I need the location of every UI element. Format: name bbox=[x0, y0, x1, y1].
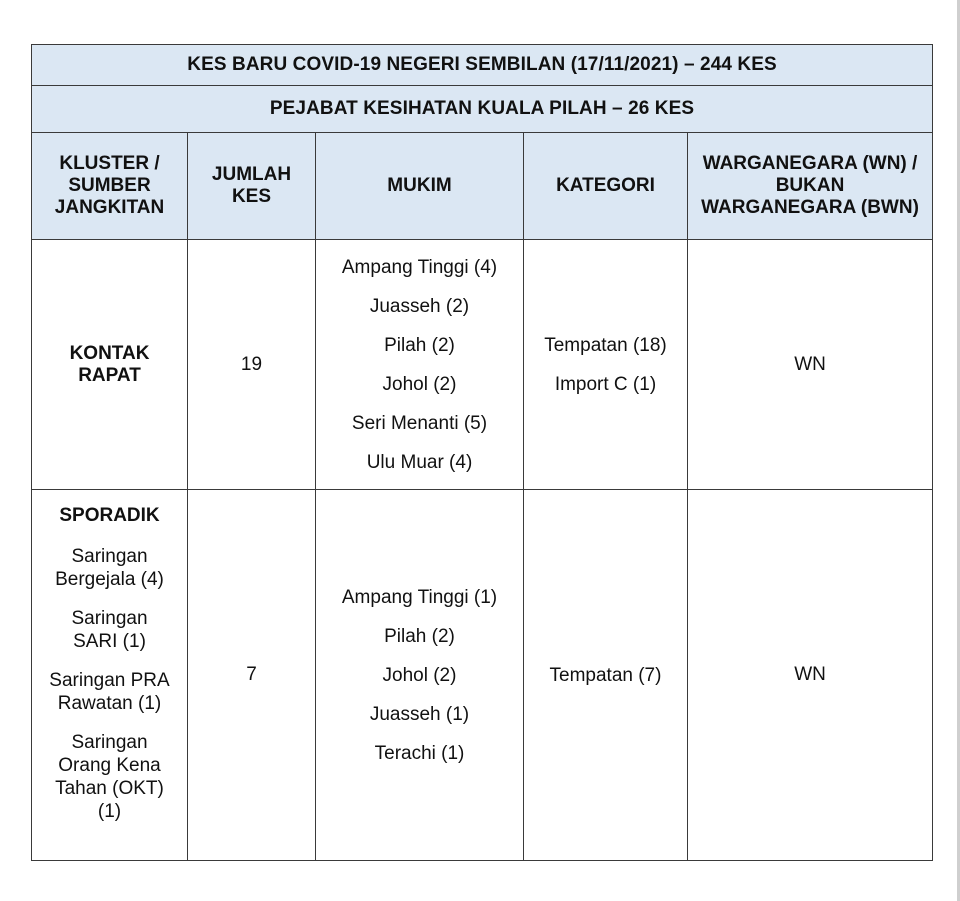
subtitle-row bbox=[32, 86, 933, 133]
header-kluster: KLUSTER / SUMBER JANGKITAN bbox=[32, 133, 188, 240]
mukim-item: Pilah (2) bbox=[384, 334, 455, 356]
mukim-item: Juasseh (2) bbox=[369, 295, 470, 317]
title-row bbox=[32, 45, 933, 86]
kluster-cell: KONTAK RAPAT bbox=[32, 240, 188, 490]
kategori-cell bbox=[524, 240, 688, 490]
covid-cases-table bbox=[31, 44, 933, 861]
header-row bbox=[32, 133, 933, 240]
kluster-item: Saringan Bergejala (4) bbox=[55, 546, 164, 590]
header-warganegara: WARGANEGARA (WN) / BUKAN WARGANEGARA (BWN) bbox=[688, 133, 933, 240]
table-row bbox=[32, 490, 933, 861]
table-subtitle: PEJABAT KESIHATAN KUALA PILAH – 26 KES bbox=[32, 86, 933, 133]
kluster-item: Saringan SARI (1) bbox=[71, 608, 148, 652]
table-title: KES BARU COVID-19 NEGERI SEMBILAN (17/11/2021) – 244 KES bbox=[32, 45, 933, 86]
kluster-title: SPORADIK bbox=[59, 505, 160, 526]
kategori-item: Tempatan (7) bbox=[549, 664, 662, 686]
mukim-item: Pilah (2) bbox=[384, 625, 455, 647]
kluster-item: Saringan Orang Kena Tahan (OKT) (1) bbox=[55, 732, 164, 822]
table-row bbox=[32, 240, 933, 490]
jumlah-cell: 7 bbox=[188, 490, 316, 861]
kluster-item: Saringan PRA Rawatan (1) bbox=[49, 670, 170, 714]
mukim-item: Ampang Tinggi (4) bbox=[341, 256, 498, 278]
jumlah-cell: 19 bbox=[188, 240, 316, 490]
mukim-cell bbox=[316, 240, 524, 490]
header-jumlah: JUMLAH KES bbox=[188, 133, 316, 240]
mukim-item: Terachi (1) bbox=[374, 742, 465, 764]
warganegara-cell: WN bbox=[688, 240, 933, 490]
mukim-item: Ulu Muar (4) bbox=[366, 451, 473, 473]
mukim-cell bbox=[316, 490, 524, 861]
kategori-item: Tempatan (18) bbox=[544, 334, 667, 356]
header-kategori: KATEGORI bbox=[524, 133, 688, 240]
kategori-item: Import C (1) bbox=[554, 373, 657, 395]
header-mukim: MUKIM bbox=[316, 133, 524, 240]
mukim-item: Johol (2) bbox=[382, 373, 457, 395]
mukim-item: Ampang Tinggi (1) bbox=[341, 586, 498, 608]
mukim-item: Juasseh (1) bbox=[369, 703, 470, 725]
warganegara-cell: WN bbox=[688, 490, 933, 861]
mukim-item: Johol (2) bbox=[382, 664, 457, 686]
kluster-cell bbox=[32, 490, 188, 861]
kategori-cell bbox=[524, 490, 688, 861]
mukim-item: Seri Menanti (5) bbox=[351, 412, 488, 434]
